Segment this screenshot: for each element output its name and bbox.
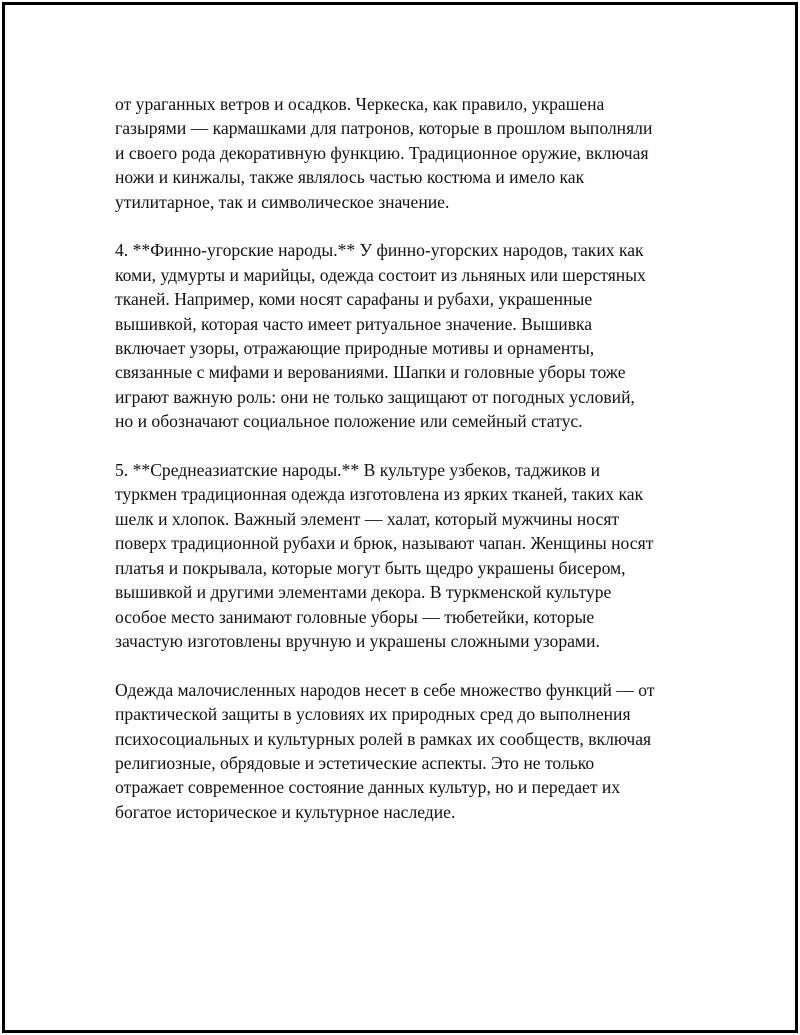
text-line: религиозные, обрядовые и эстетические аспекты. Это не только bbox=[115, 752, 595, 773]
paragraph-conclusion bbox=[115, 678, 695, 824]
text-line: включает узоры, отражающие природные мотивы и орнаменты, bbox=[115, 338, 595, 359]
text-line: психосоциальных и культурных ролей в рамках их сообществ, включая bbox=[115, 728, 652, 749]
text-line: вышивкой и другими элементами декора. В туркменской культуре bbox=[115, 582, 612, 603]
text-line: особое место занимают головные уборы — тюбетейки, которые bbox=[115, 606, 595, 627]
text-line: Одежда малочисленных народов несет в себе множество функций — от bbox=[115, 679, 655, 700]
text-line: 4. **Финно-угорские народы.** У финно-угорских народов, таких как bbox=[115, 240, 644, 261]
text-line: поверх традиционной рубахи и брюк, называют чапан. Женщины носят bbox=[115, 533, 654, 554]
text-line: тканей. Например, коми носят сарафаны и рубахи, украшенные bbox=[115, 289, 593, 310]
text-line: туркмен традиционная одежда изготовлена из ярких тканей, таких как bbox=[115, 484, 644, 505]
text-line: зачастую изготовлены вручную и украшены сложными узорами. bbox=[115, 630, 600, 651]
text-line: но и обозначают социальное положение или семейный статус. bbox=[115, 411, 583, 432]
text-line: играют важную роль: они не только защищают от погодных условий, bbox=[115, 386, 635, 407]
paragraph-finno-ugric bbox=[115, 238, 695, 433]
text-line: газырями — кармашками для патронов, которые в прошлом выполняли bbox=[115, 118, 653, 139]
text-line: связанные с мифами и верованиями. Шапки и головные уборы тоже bbox=[115, 362, 626, 383]
document-body bbox=[115, 92, 695, 849]
paragraph-cherkeska bbox=[115, 92, 695, 214]
text-line: ножи и кинжалы, также являлось частью костюма и имело как bbox=[115, 167, 585, 188]
text-line: и своего рода декоративную функцию. Традиционное оружие, включая bbox=[115, 142, 649, 163]
text-line: коми, удмурты и марийцы, одежда состоит из льняных или шерстяных bbox=[115, 264, 646, 285]
text-line: отражает современное состояние данных культур, но и передает их bbox=[115, 777, 621, 798]
text-line: 5. **Среднеазиатские народы.** В культуре узбеков, таджиков и bbox=[115, 460, 601, 481]
text-line: шелк и хлопок. Важный элемент — халат, который мужчины носят bbox=[115, 508, 620, 529]
text-line: платья и покрывала, которые могут быть щедро украшены бисером, bbox=[115, 557, 626, 578]
text-line: богатое историческое и культурное наследие. bbox=[115, 801, 456, 822]
paragraph-central-asian bbox=[115, 458, 695, 653]
text-line: практической защиты в условиях их природных сред до выполнения bbox=[115, 704, 631, 725]
text-line: от ураганных ветров и осадков. Черкеска, как правило, украшена bbox=[115, 94, 605, 114]
text-line: вышивкой, которая часто имеет ритуальное значение. Вышивка bbox=[115, 313, 593, 334]
text-line: утилитарное, так и символическое значение. bbox=[115, 191, 450, 212]
